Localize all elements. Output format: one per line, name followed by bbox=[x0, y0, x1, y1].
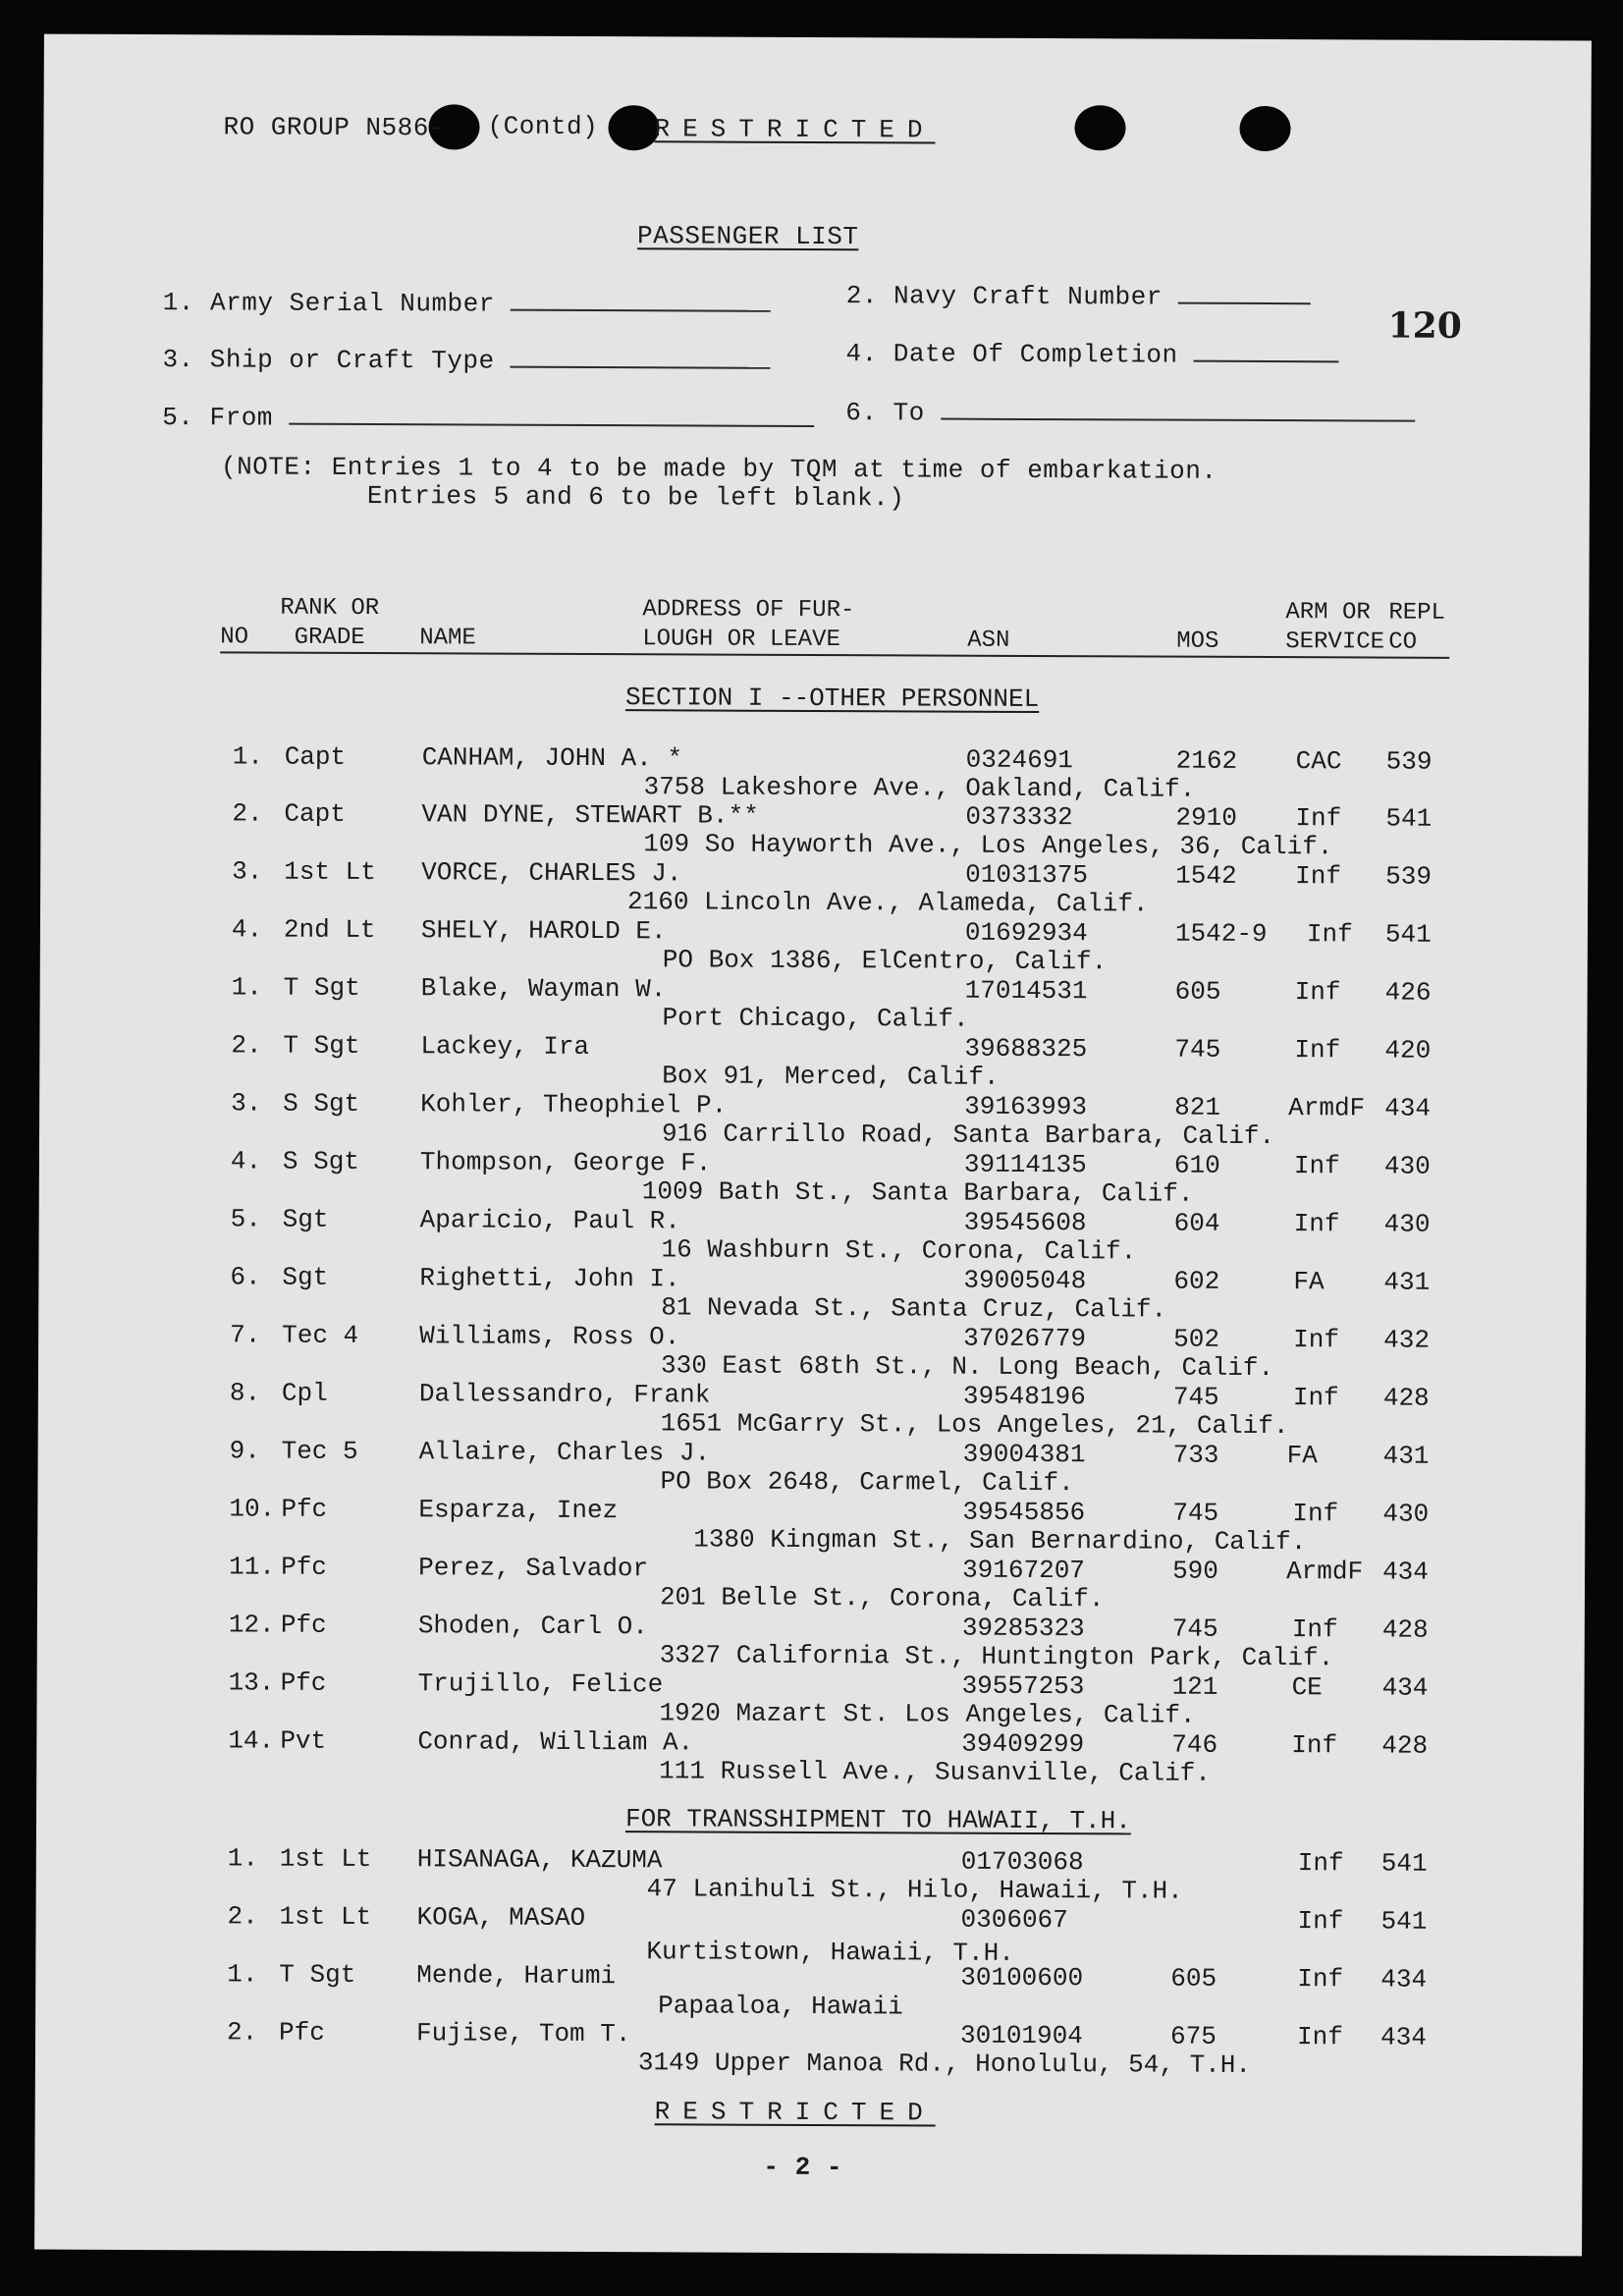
row-name: Aparicio, Paul R. bbox=[419, 1205, 680, 1236]
row-mos: 746 bbox=[1171, 1729, 1218, 1760]
row-co: 434 bbox=[1384, 1093, 1432, 1123]
row-asn: 01692934 bbox=[964, 917, 1088, 949]
row-mos: 604 bbox=[1173, 1208, 1220, 1238]
col-header-arm bbox=[1285, 598, 1384, 657]
table-row bbox=[38, 1204, 1586, 1270]
field-from bbox=[162, 401, 814, 435]
col-header-rank-2: GRADE bbox=[294, 624, 365, 652]
table-row bbox=[35, 2017, 1583, 2083]
row-name: Thompson, George F. bbox=[419, 1147, 712, 1178]
row-rank: T Sgt bbox=[283, 1030, 360, 1061]
field-blank bbox=[511, 345, 771, 369]
row-mos: 610 bbox=[1173, 1150, 1220, 1180]
row-no: 6. bbox=[230, 1262, 261, 1292]
row-arm: Inf bbox=[1293, 1209, 1340, 1239]
row-asn: 39545608 bbox=[963, 1207, 1087, 1238]
row-co: 434 bbox=[1381, 1672, 1429, 1703]
row-mos: 1542-9 bbox=[1174, 918, 1268, 950]
row-asn: 39167207 bbox=[962, 1555, 1086, 1586]
row-no: 2. bbox=[227, 1901, 258, 1932]
row-mos: 745 bbox=[1174, 1034, 1221, 1065]
row-rank: T Sgt bbox=[279, 1959, 356, 1990]
row-asn: 39285323 bbox=[961, 1613, 1085, 1644]
row-no: 9. bbox=[229, 1436, 260, 1466]
row-mos: 675 bbox=[1169, 2021, 1217, 2051]
row-co: 539 bbox=[1385, 861, 1433, 892]
table-row bbox=[39, 1146, 1587, 1212]
row-rank: Pvt bbox=[280, 1725, 327, 1756]
row-asn: 0324691 bbox=[965, 744, 1073, 776]
row-name: VAN DYNE, STEWART B.** bbox=[421, 799, 759, 831]
table-row bbox=[40, 914, 1588, 980]
row-rank: S Sgt bbox=[282, 1146, 360, 1176]
punch-hole bbox=[608, 105, 659, 150]
row-mos: 2162 bbox=[1175, 745, 1238, 776]
row-co: 428 bbox=[1381, 1614, 1429, 1645]
row-co: 541 bbox=[1385, 803, 1433, 834]
col-header-mos: MOS bbox=[1176, 628, 1219, 655]
punch-hole bbox=[1239, 106, 1290, 151]
row-mos: 1542 bbox=[1175, 860, 1237, 891]
row-name: SHELY, HAROLD E. bbox=[420, 915, 667, 947]
table-row bbox=[36, 1725, 1584, 1791]
row-no: 1. bbox=[227, 1959, 258, 1990]
row-no: 3. bbox=[231, 1088, 262, 1119]
table-row bbox=[41, 741, 1589, 807]
row-rank: Cpl bbox=[281, 1378, 328, 1408]
row-rank: 1st Lt bbox=[279, 1843, 372, 1875]
row-no: 1. bbox=[227, 1843, 259, 1874]
row-address: 916 Carrillo Road, Santa Barbara, Calif. bbox=[661, 1119, 1275, 1152]
table-row bbox=[37, 1436, 1585, 1502]
group-reference bbox=[223, 112, 445, 142]
section-2-title: FOR TRANSSHIPMENT TO HAWAII, T.H. bbox=[624, 1804, 1131, 1836]
row-rank: Capt bbox=[284, 798, 346, 829]
row-rank: Pfc bbox=[281, 1494, 328, 1524]
row-rank: Pfc bbox=[280, 1667, 327, 1698]
row-arm: Inf bbox=[1294, 1035, 1341, 1066]
row-co: 541 bbox=[1380, 1848, 1428, 1879]
row-asn: 0306067 bbox=[960, 1904, 1068, 1936]
row-address: PO Box 1386, ElCentro, Calif. bbox=[662, 945, 1108, 977]
row-name: Williams, Ross O. bbox=[419, 1321, 680, 1352]
classification-bottom: RESTRICTED bbox=[654, 2097, 936, 2128]
table-row bbox=[40, 856, 1588, 922]
row-name: Perez, Salvador bbox=[418, 1553, 649, 1584]
row-address: 1920 Mazart St. Los Angeles, Calif. bbox=[659, 1698, 1196, 1730]
row-no: 3. bbox=[232, 856, 263, 887]
row-arm: Inf bbox=[1295, 861, 1342, 892]
field-blank bbox=[289, 402, 814, 427]
row-address: 3327 California St., Huntington Park, Calif. bbox=[659, 1640, 1334, 1673]
row-arm: Inf bbox=[1291, 1730, 1338, 1761]
row-address: 1009 Bath St., Santa Barbara, Calif. bbox=[641, 1176, 1194, 1209]
row-arm: Inf bbox=[1293, 1151, 1340, 1181]
group-ref-text: RO GROUP N586- bbox=[223, 112, 446, 143]
row-no: 4. bbox=[231, 914, 263, 945]
row-name: Fujise, Tom T. bbox=[415, 2018, 631, 2050]
row-rank: Pfc bbox=[278, 2017, 325, 2048]
row-arm: Inf bbox=[1297, 1906, 1344, 1937]
row-arm: CE bbox=[1291, 1672, 1323, 1703]
table-row bbox=[38, 1262, 1586, 1328]
row-address: Papaaloa, Hawaii bbox=[658, 1991, 903, 2022]
table-row bbox=[37, 1494, 1585, 1559]
row-name: Blake, Wayman W. bbox=[420, 973, 667, 1005]
table-row bbox=[39, 1088, 1587, 1154]
row-name: Allaire, Charles J. bbox=[418, 1437, 711, 1468]
row-co: 430 bbox=[1382, 1499, 1430, 1529]
row-rank: S Sgt bbox=[283, 1088, 360, 1119]
field-label: 3. Ship or Craft Type bbox=[162, 345, 495, 376]
row-arm: Inf bbox=[1306, 919, 1353, 950]
row-rank: Pfc bbox=[280, 1610, 327, 1640]
field-army-serial bbox=[163, 286, 771, 320]
row-asn: 39409299 bbox=[961, 1728, 1085, 1760]
row-mos: 733 bbox=[1172, 1440, 1219, 1470]
row-name: CANHAM, JOHN A. * bbox=[421, 742, 683, 774]
row-asn: 0373332 bbox=[965, 801, 1073, 833]
form-title: PASSENGER LIST bbox=[636, 221, 859, 252]
row-asn: 39557253 bbox=[961, 1670, 1085, 1702]
punch-hole bbox=[1074, 105, 1125, 150]
row-name: Righetti, John I. bbox=[419, 1263, 680, 1294]
row-arm: ArmdF bbox=[1286, 1557, 1364, 1587]
document-sheet bbox=[34, 34, 1592, 2257]
section-1-title: SECTION I --OTHER PERSONNEL bbox=[624, 683, 1040, 715]
row-co: 539 bbox=[1385, 746, 1433, 777]
field-ship-type bbox=[162, 343, 770, 377]
row-name: Lackey, Ira bbox=[420, 1031, 590, 1063]
note-line-1: (NOTE: Entries 1 to 4 to be made by TQM at time of embarkation. bbox=[220, 452, 1217, 486]
col-header-co-2: CO bbox=[1388, 629, 1418, 656]
row-no: 8. bbox=[229, 1378, 261, 1408]
note-line-2: Entries 5 and 6 to be left blank.) bbox=[366, 481, 905, 514]
field-blank bbox=[511, 288, 771, 312]
row-co: 428 bbox=[1382, 1383, 1430, 1413]
row-address: 1380 Kingman St., San Bernardino, Calif. bbox=[693, 1524, 1307, 1558]
table-row bbox=[37, 1552, 1585, 1617]
row-rank: Capt bbox=[284, 741, 347, 772]
row-mos: 602 bbox=[1173, 1266, 1220, 1296]
row-mos: 2910 bbox=[1175, 802, 1237, 833]
row-rank: Tec 5 bbox=[281, 1436, 358, 1466]
row-arm: Inf bbox=[1292, 1499, 1339, 1529]
row-no: 2. bbox=[226, 2017, 258, 2048]
row-co: 426 bbox=[1384, 977, 1432, 1008]
col-header-rank-1: RANK OR bbox=[280, 594, 380, 623]
row-asn: 01703068 bbox=[960, 1846, 1084, 1878]
row-address: 201 Belle St., Corona, Calif. bbox=[659, 1582, 1105, 1614]
row-address: 3758 Lakeshore Ave., Oakland, Calif. bbox=[643, 772, 1196, 804]
row-asn: 30100600 bbox=[960, 1962, 1084, 1994]
table-row bbox=[38, 1320, 1586, 1386]
row-rank: Pfc bbox=[281, 1552, 327, 1582]
row-co: 431 bbox=[1383, 1267, 1431, 1297]
col-header-name: NAME bbox=[419, 625, 476, 652]
row-co: 432 bbox=[1383, 1325, 1431, 1355]
field-navy-craft bbox=[846, 279, 1311, 312]
row-no: 14. bbox=[228, 1725, 275, 1756]
row-arm: FA bbox=[1286, 1441, 1318, 1471]
row-asn: 01031375 bbox=[965, 859, 1089, 891]
row-name: Esparza, Inez bbox=[418, 1495, 619, 1526]
row-address: Port Chicago, Calif. bbox=[662, 1003, 969, 1034]
row-address: 16 Washburn St., Corona, Calif. bbox=[661, 1234, 1137, 1267]
row-name: KOGA, MASAO bbox=[416, 1902, 586, 1933]
row-no: 10. bbox=[229, 1494, 276, 1524]
row-address: 2160 Lincoln Ave., Alameda, Calif. bbox=[627, 887, 1149, 919]
field-label: 5. From bbox=[162, 403, 274, 433]
field-label: 6. To bbox=[845, 398, 925, 428]
row-arm: FA bbox=[1293, 1267, 1325, 1297]
row-co: 431 bbox=[1382, 1441, 1430, 1471]
row-co: 430 bbox=[1383, 1151, 1431, 1181]
row-mos: 821 bbox=[1174, 1092, 1221, 1122]
row-asn: 39004381 bbox=[962, 1439, 1086, 1470]
row-mos: 121 bbox=[1171, 1671, 1218, 1702]
col-header-address bbox=[642, 595, 854, 655]
row-no: 2. bbox=[232, 798, 263, 829]
row-rank: 1st Lt bbox=[279, 1901, 372, 1933]
row-name: Trujillo, Felice bbox=[417, 1668, 664, 1700]
row-mos: 605 bbox=[1174, 976, 1221, 1007]
row-no: 1. bbox=[232, 741, 264, 772]
contd-label: (Contd) bbox=[487, 111, 599, 142]
row-mos: 502 bbox=[1173, 1324, 1220, 1354]
row-address: 47 Lanihuli St., Hilo, Hawaii, T.H. bbox=[646, 1874, 1183, 1906]
row-name: VORCE, CHARLES J. bbox=[421, 857, 682, 889]
row-co: 428 bbox=[1381, 1730, 1429, 1761]
row-co: 430 bbox=[1383, 1209, 1431, 1239]
col-header-no: NO bbox=[220, 624, 249, 651]
row-arm: Inf bbox=[1291, 1614, 1338, 1645]
row-name: Shoden, Carl O. bbox=[417, 1611, 648, 1642]
handwritten-number: 120 bbox=[1387, 304, 1462, 347]
field-label: 4. Date Of Completion bbox=[845, 339, 1178, 370]
row-arm: Inf bbox=[1292, 1383, 1339, 1413]
row-co: 434 bbox=[1380, 1964, 1428, 1995]
row-co: 541 bbox=[1380, 1906, 1428, 1937]
col-header-co bbox=[1388, 599, 1445, 658]
field-blank bbox=[1194, 339, 1339, 363]
row-asn: 39005048 bbox=[963, 1265, 1087, 1296]
row-asn: 39114135 bbox=[963, 1149, 1087, 1180]
row-mos: 745 bbox=[1172, 1382, 1219, 1412]
row-address: 111 Russell Ave., Susanville, Calif. bbox=[659, 1756, 1211, 1788]
row-no: 1. bbox=[231, 972, 262, 1003]
row-address: 1651 McGarry St., Los Angeles, 21, Calif. bbox=[660, 1408, 1289, 1442]
row-address: Kurtistown, Hawaii, T.H. bbox=[646, 1937, 1014, 1968]
field-blank bbox=[941, 397, 1415, 422]
row-no: 11. bbox=[229, 1552, 275, 1582]
row-co: 434 bbox=[1382, 1557, 1429, 1587]
row-asn: 37026779 bbox=[963, 1323, 1087, 1354]
row-co: 434 bbox=[1380, 2022, 1427, 2052]
table-row bbox=[36, 1843, 1584, 1909]
col-header-address-2: LOUGH OR LEAVE bbox=[642, 626, 840, 654]
row-co: 420 bbox=[1384, 1035, 1432, 1066]
row-asn: 17014531 bbox=[964, 975, 1088, 1007]
col-header-asn: ASN bbox=[967, 627, 1010, 654]
row-mos: 745 bbox=[1171, 1613, 1218, 1644]
classification-top: RESTRICTED bbox=[654, 114, 936, 145]
row-no: 12. bbox=[228, 1610, 275, 1640]
field-blank bbox=[1178, 281, 1311, 305]
row-name: Conrad, William A. bbox=[417, 1726, 694, 1758]
col-header-co-1: REPL bbox=[1388, 599, 1446, 627]
table-row bbox=[38, 1378, 1586, 1444]
row-arm: Inf bbox=[1297, 1848, 1344, 1879]
row-rank: 2nd Lt bbox=[283, 914, 376, 946]
page-number: - 2 - bbox=[763, 2152, 843, 2183]
row-mos: 745 bbox=[1172, 1498, 1219, 1528]
row-name: HISANAGA, KAZUMA bbox=[416, 1844, 663, 1876]
row-no: 2. bbox=[231, 1030, 262, 1061]
row-arm: Inf bbox=[1294, 977, 1341, 1008]
table-row bbox=[40, 972, 1588, 1038]
row-rank: Tec 4 bbox=[282, 1320, 359, 1350]
row-address: 3149 Upper Manoa Rd., Honolulu, 54, T.H. bbox=[637, 2048, 1252, 2080]
field-to bbox=[845, 396, 1415, 430]
row-asn: 39163993 bbox=[964, 1091, 1088, 1122]
row-arm: CAC bbox=[1295, 746, 1342, 777]
row-asn: 39545856 bbox=[962, 1497, 1086, 1528]
row-arm: Inf bbox=[1295, 803, 1342, 834]
row-mos: 605 bbox=[1170, 1963, 1217, 1994]
row-no: 7. bbox=[230, 1320, 261, 1350]
col-header-address-1: ADDRESS OF FUR- bbox=[642, 596, 855, 625]
row-name: Kohler, Theophiel P. bbox=[420, 1089, 728, 1121]
field-label: 1. Army Serial Number bbox=[162, 288, 495, 319]
table-row bbox=[40, 798, 1588, 864]
row-address: 330 East 68th St., N. Long Beach, Calif. bbox=[660, 1350, 1274, 1384]
row-name: Mende, Harumi bbox=[416, 1960, 617, 1992]
table-row bbox=[35, 1959, 1583, 2025]
row-no: 13. bbox=[228, 1667, 275, 1698]
row-no: 5. bbox=[230, 1204, 261, 1234]
row-no: 4. bbox=[230, 1146, 262, 1176]
row-rank: T Sgt bbox=[283, 972, 360, 1003]
row-rank: 1st Lt bbox=[284, 856, 376, 888]
row-asn: 30101904 bbox=[959, 2020, 1083, 2051]
field-date-completion bbox=[845, 337, 1338, 370]
row-arm: Inf bbox=[1297, 1964, 1344, 1995]
row-name: Dallessandro, Frank bbox=[418, 1379, 711, 1410]
row-address: 81 Nevada St., Santa Cruz, Calif. bbox=[661, 1292, 1167, 1325]
row-arm: Inf bbox=[1293, 1325, 1340, 1355]
row-rank: Sgt bbox=[282, 1204, 329, 1234]
row-rank: Sgt bbox=[282, 1262, 329, 1292]
row-co: 541 bbox=[1384, 919, 1432, 950]
row-address: PO Box 2648, Carmel, Calif. bbox=[660, 1466, 1074, 1499]
row-arm: ArmdF bbox=[1288, 1093, 1366, 1123]
table-row bbox=[35, 1901, 1583, 1967]
row-address: 109 So Hayworth Ave., Los Angeles, 36, Calif. bbox=[643, 829, 1333, 862]
field-label: 2. Navy Craft Number bbox=[845, 281, 1163, 312]
row-asn: 39548196 bbox=[962, 1381, 1086, 1412]
col-header-rank bbox=[280, 594, 379, 653]
row-mos: 590 bbox=[1172, 1556, 1218, 1586]
col-header-arm-1: ARM OR bbox=[1285, 599, 1371, 627]
table-row bbox=[36, 1667, 1584, 1733]
row-arm: Inf bbox=[1296, 2022, 1343, 2052]
row-asn: 39688325 bbox=[964, 1033, 1088, 1065]
table-row bbox=[37, 1610, 1585, 1675]
col-header-arm-2: SERVICE bbox=[1285, 629, 1385, 656]
row-address: Box 91, Merced, Calif. bbox=[662, 1061, 1000, 1092]
table-row bbox=[39, 1030, 1587, 1096]
